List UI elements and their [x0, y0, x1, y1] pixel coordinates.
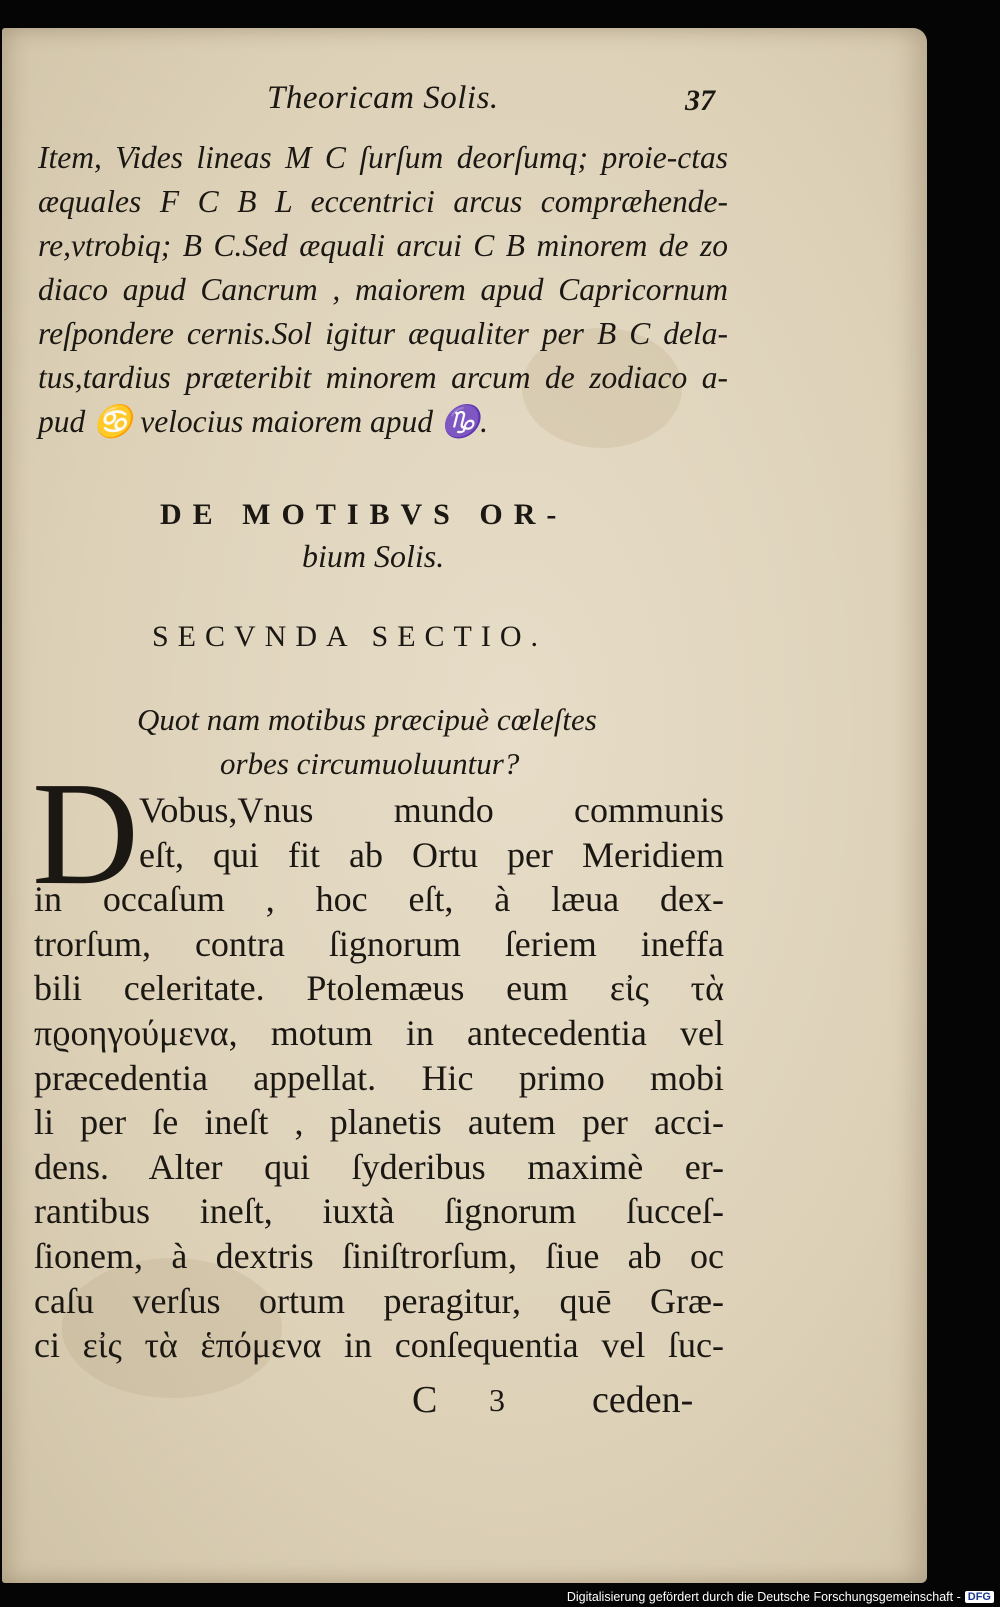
signature-line [2, 1378, 927, 1422]
section-heading-continuation: bium Solis. [302, 538, 445, 574]
body-line: in occaſum , hoc eſt, à læua dex- [34, 879, 724, 920]
body-line: dens. Alter qui ſyderibus maximè er- [34, 1146, 724, 1187]
book-page [2, 28, 927, 1583]
digitization-footer [567, 1590, 994, 1604]
body-line: caſu verſus ortum peragitur, quē Græ- [34, 1280, 724, 1321]
dfg-logo: DFG [965, 1591, 994, 1603]
question-text [137, 698, 697, 786]
body-line: eſt, qui fit ab Ortu per Meridiem [139, 834, 724, 875]
question-line: orbes circumuoluuntur? [220, 746, 520, 781]
body-text [34, 788, 724, 1368]
catchword: ceden- [592, 1379, 694, 1421]
footer-text: Digitalisierung gefördert durch die Deutsche Forschungsgemeinschaft - [566, 1590, 961, 1604]
question-line: Quot nam motibus præcipuè cœleſtes [137, 702, 597, 737]
body-line: trorſum, contra ſignorum ſeriem ineffa [34, 923, 724, 964]
section-subheading: SECVNDA SECTIO. [152, 620, 548, 653]
body-line: ſionem, à dextris ſiniſtrorſum, ſiue ab oc [34, 1235, 724, 1276]
body-line: bili celeritate. Ptolemæus eum εἰς τὰ [34, 968, 724, 1009]
body-line: Vobus,Vnus mundo communis [139, 790, 724, 830]
page-number: 37 [685, 84, 715, 117]
intro-paragraph: Item, Vides lineas M C ſurſum deorſumq; proie-ctas æquales F C B L eccentrici arcus compræhende-re,vtrobiq; B C.Sed æquali arcui C B minorem de zo diaco apud Cancrum , maiorem apud Capricornum reſpondere cernis.Sol igitur æqualiter per B C dela-tus,tardius præteribit minorem arcum de zodiaco a-pud ♋ velocius maiorem apud ♑. [38, 140, 728, 439]
signature-number: 3 [489, 1382, 505, 1418]
body-line: li per ſe ineſt , planetis autem per acci- [34, 1102, 724, 1143]
running-head: Theoricam Solis. [267, 80, 499, 116]
signature-mark: C [412, 1379, 438, 1421]
body-line: rantibus ineſt, iuxtà ſignorum ſucceſ- [34, 1191, 724, 1232]
body-line: ci εἰς τὰ ἑπόμενα in conſequentia vel ſuc- [34, 1325, 724, 1366]
drop-capital: D [32, 752, 139, 916]
section-heading: DE MOTIBVS OR- [160, 498, 568, 531]
body-line: πϱοηγούμενα, motum in antecedentia vel [34, 1012, 724, 1053]
body-line: præcedentia appellat. Hic primo mobi [34, 1057, 724, 1098]
